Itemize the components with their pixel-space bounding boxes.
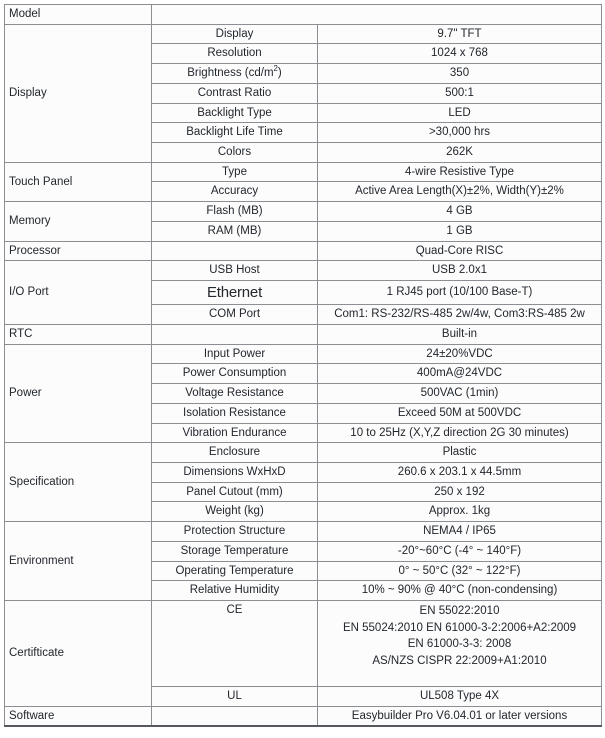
value-weight-kg: Approx. 1kg: [318, 502, 602, 522]
item-text: Storage Temperature: [180, 544, 289, 557]
table-row: [5, 522, 602, 542]
value-vibration-endurance: 10 to 25Hz (X,Y,Z direction 2G 30 minutes): [318, 423, 602, 443]
item-text: Dimensions WxHxD: [183, 466, 286, 478]
group-label-touch-panel: Touch Panel: [5, 162, 152, 201]
item-label-contrast-ratio: [152, 83, 318, 103]
item-label-ul: [152, 687, 318, 707]
item-label-operating-temperature: [152, 561, 318, 581]
group-label-environment: Environment: [5, 522, 152, 601]
specification-sheet: [4, 4, 601, 727]
item-label-software: [152, 706, 318, 726]
item-label-backlight-type: [152, 103, 318, 123]
value-relative-humidity: 10% ~ 90% @ 40°C (non-condensing): [318, 581, 602, 601]
item-text: UL: [227, 690, 242, 703]
group-label-model: Model: [5, 5, 152, 25]
item-label-accuracy: [152, 182, 318, 202]
item-text: COM Port: [208, 308, 261, 321]
value-ethernet: 1 RJ45 port (10/100 Base-T): [318, 281, 602, 305]
value-protection-structure: NEMA4 / IP65: [318, 522, 602, 542]
table-row: [5, 344, 602, 364]
table-row: [5, 5, 602, 25]
value-isolation-resistance: Exceed 50M at 500VDC: [318, 403, 602, 423]
item-text: Accuracy: [210, 185, 259, 198]
item-label-isolation-resistance: [152, 403, 318, 423]
value-ul: UL508 Type 4X: [318, 687, 602, 707]
value-resolution: 1024 x 768: [318, 44, 602, 64]
item-text: Relative Humidity: [189, 584, 280, 597]
specification-table-body: [5, 5, 602, 727]
item-label-model: [152, 5, 602, 25]
group-label-software: Software: [5, 706, 152, 726]
table-row: [5, 706, 602, 726]
specification-table: [4, 4, 602, 727]
group-label-power: Power: [5, 344, 152, 443]
value-com-port: Com1: RS-232/RS-485 2w/4w, Com3:RS-485 2w: [318, 305, 602, 325]
group-label-processor: Processor: [5, 241, 152, 261]
item-label-vibration-endurance: [152, 423, 318, 443]
value-operating-temperature: 0° ~ 50°C (32° ~ 122°F): [318, 561, 602, 581]
item-text: Backlight Life Time: [186, 126, 283, 139]
table-row: [5, 601, 602, 687]
group-label-rtc: RTC: [5, 324, 152, 344]
table-row: [5, 324, 602, 344]
item-label-power-consumption: [152, 364, 318, 384]
value-ce: [318, 601, 602, 687]
item-label-resolution: [152, 44, 318, 64]
item-label-input-power: [152, 344, 318, 364]
value-flash-mb: 4 GB: [318, 202, 602, 222]
item-text: Vibration Endurance: [182, 426, 287, 439]
group-label-certifticate: Certifticate: [5, 601, 152, 707]
item-label-ce: [152, 601, 318, 687]
value-line: EN 55024:2010 EN 61000-3-2:2006+A2:2009: [342, 621, 577, 634]
item-label-brightness-cd-m: Brightness $(cd/m^2)$: [152, 64, 318, 84]
value-display: 9.7" TFT: [318, 24, 602, 44]
table-row: [5, 241, 602, 261]
value-line: EN 61000-3-3: 2008: [407, 638, 512, 651]
superscript: 2: [273, 64, 278, 74]
value-enclosure: Plastic: [318, 443, 602, 463]
value-rtc: Built-in: [318, 324, 602, 344]
value-power-consumption: 400mA@24VDC: [318, 364, 602, 384]
value-line: EN 55022:2010: [419, 605, 500, 618]
item-label-type: [152, 162, 318, 182]
item-text: Resolution: [207, 47, 262, 60]
item-text: Isolation Resistance: [183, 406, 286, 419]
value-voltage-resistance: 500VAC (1min): [318, 384, 602, 404]
item-label-storage-temperature: [152, 541, 318, 561]
item-label-rtc: [152, 324, 318, 344]
group-label-display: Display: [5, 24, 152, 162]
item-text: Power Consumption: [182, 367, 287, 380]
item-label-weight-kg: [152, 502, 318, 522]
item-label-colors: [152, 143, 318, 163]
item-text: Protection Structure: [183, 525, 286, 538]
item-text: Input Power: [203, 347, 266, 360]
item-label-ethernet: [152, 281, 318, 305]
value-type: 4-wire Resistive Type: [318, 162, 602, 182]
value-accuracy: Active Area Length(X)±2%, Width(Y)±2%: [318, 182, 602, 202]
value-contrast-ratio: 500:1: [318, 83, 602, 103]
item-label-usb-host: [152, 261, 318, 281]
item-label-panel-cutout-mm: [152, 482, 318, 502]
item-text: Type: [222, 165, 247, 178]
table-row: [5, 202, 602, 222]
item-text: Display: [215, 27, 254, 40]
item-text: Enclosure: [208, 446, 261, 459]
item-label-backlight-life-time: [152, 123, 318, 143]
value-processor: Quad-Core RISC: [318, 241, 602, 261]
value-dimensions-wxhxd: 260.6 x 203.1 x 44.5mm: [318, 463, 602, 483]
table-row: [5, 443, 602, 463]
value-backlight-life-time: >30,000 hrs: [318, 123, 602, 143]
item-text: Contrast Ratio: [197, 86, 272, 99]
item-label-dimensions-wxhxd: [152, 463, 318, 483]
item-text: Ethernet: [206, 284, 263, 302]
group-label-specification: Specification: [5, 443, 152, 522]
item-text: Flash (MB): [206, 205, 263, 218]
item-text: Operating Temperature: [175, 564, 294, 577]
item-text: Colors: [217, 146, 252, 159]
item-label-relative-humidity: [152, 581, 318, 601]
item-text: RAM (MB): [207, 224, 262, 237]
item-label-com-port: [152, 305, 318, 325]
value-input-power: 24±20%VDC: [318, 344, 602, 364]
item-label-protection-structure: [152, 522, 318, 542]
value-storage-temperature: -20°~60°C (-4° ~ 140°F): [318, 541, 602, 561]
value-backlight-type: LED: [318, 103, 602, 123]
value-colors: 262K: [318, 143, 602, 163]
item-text: Voltage Resistance: [185, 387, 284, 400]
value-ram-mb: 1 GB: [318, 221, 602, 241]
group-label-i-o-port: I/O Port: [5, 261, 152, 325]
value-line-list: [322, 603, 597, 670]
item-text: Panel Cutout (mm): [186, 485, 283, 498]
item-label-display: [152, 24, 318, 44]
item-label-flash-mb: [152, 202, 318, 222]
item-text: Backlight Type: [197, 106, 272, 119]
table-row: [5, 162, 602, 182]
value-brightness-cd-m: 350: [318, 64, 602, 84]
item-text: CE: [226, 604, 243, 617]
value-panel-cutout-mm: 250 x 192: [318, 482, 602, 502]
value-line: AS/NZS CISPR 22:2009+A1:2010: [372, 655, 547, 668]
item-label-processor: [152, 241, 318, 261]
table-row: [5, 261, 602, 281]
table-row: [5, 24, 602, 44]
group-label-memory: Memory: [5, 202, 152, 241]
value-software: Easybuilder Pro V6.04.01 or later versions: [318, 706, 602, 726]
item-label-ram-mb: [152, 221, 318, 241]
item-text: USB Host: [209, 264, 260, 277]
value-usb-host: USB 2.0x1: [318, 261, 602, 281]
item-label-enclosure: [152, 443, 318, 463]
item-text: Weight (kg): [205, 505, 264, 518]
item-label-voltage-resistance: [152, 384, 318, 404]
